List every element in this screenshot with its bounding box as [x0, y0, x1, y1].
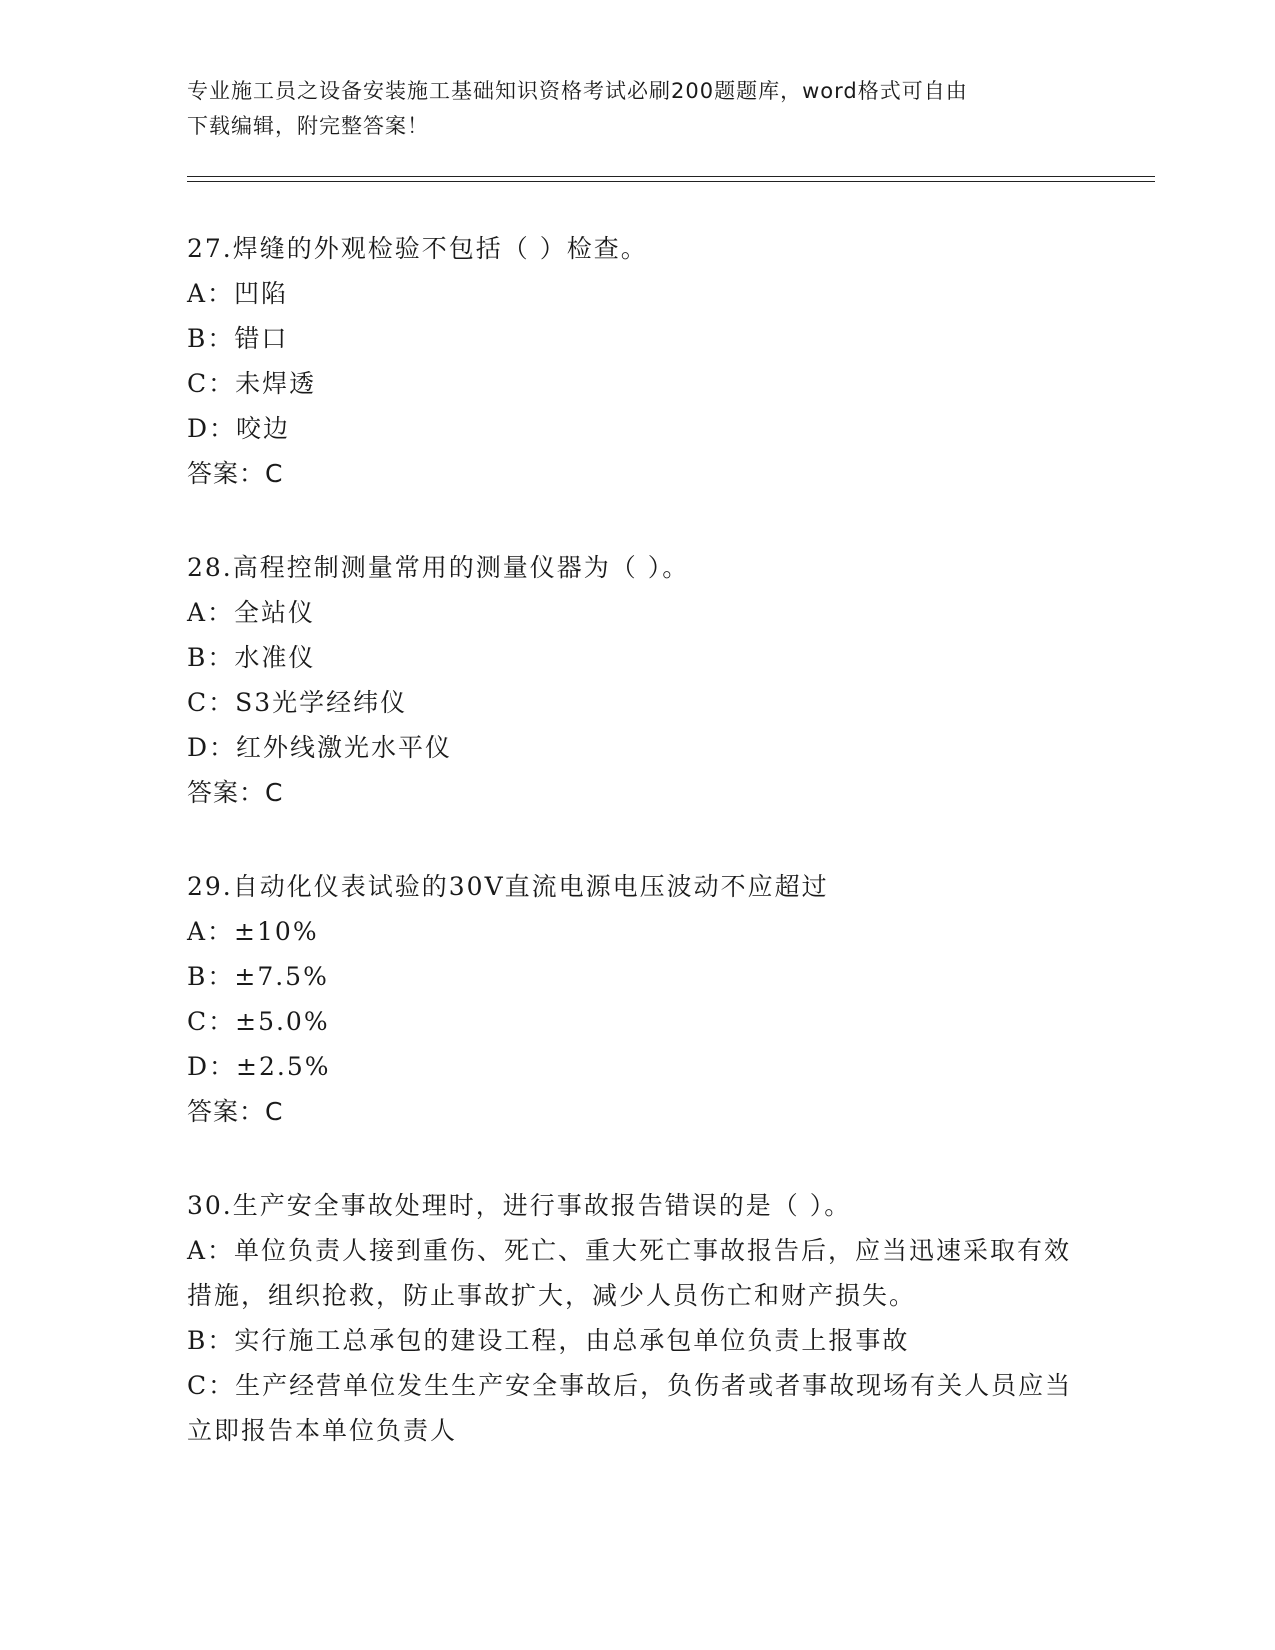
question-28 — [187, 545, 1087, 815]
answer-line: 答案：C — [187, 459, 284, 488]
option-c: C：S3光学经纬仪 — [187, 688, 408, 717]
question-stem: 30.生产安全事故处理时，进行事故报告错误的是（ ）。 — [187, 1191, 852, 1220]
option-b: B：错口 — [187, 324, 289, 353]
option-a: A：全站仪 — [187, 598, 316, 627]
header-divider-bottom — [187, 181, 1155, 182]
option-a: A：±10% — [187, 917, 319, 946]
header-line-1: 专业施工员之设备安装施工基础知识资格考试必刷200题题库，word格式可自由 — [187, 79, 968, 103]
option-b: B：水准仪 — [187, 643, 316, 672]
option-b: B：实行施工总承包的建设工程，由总承包单位负责上报事故 — [187, 1326, 910, 1355]
option-d: D：红外线激光水平仪 — [187, 733, 453, 762]
option-d: D：咬边 — [187, 414, 291, 443]
header-line-2: 下载编辑，附完整答案！ — [187, 114, 429, 138]
question-30 — [187, 1183, 1087, 1453]
question-29 — [187, 864, 1087, 1134]
document-header — [187, 74, 1067, 144]
option-b: B：±7.5% — [187, 962, 329, 991]
option-a: A：单位负责人接到重伤、死亡、重大死亡事故报告后，应当迅速采取有效措施，组织抢救，防止事故扩大，减少人员伤亡和财产损失。 — [187, 1236, 1072, 1310]
header-divider-top — [187, 176, 1155, 177]
option-c: C：未焊透 — [187, 369, 317, 398]
question-stem: 28.高程控制测量常用的测量仪器为（ ）。 — [187, 553, 690, 582]
option-d: D：±2.5% — [187, 1052, 331, 1081]
answer-line: 答案：C — [187, 1097, 284, 1126]
question-stem: 29.自动化仪表试验的30V直流电源电压波动不应超过 — [187, 872, 829, 901]
option-c: C：±5.0% — [187, 1007, 330, 1036]
option-a: A：凹陷 — [187, 279, 289, 308]
answer-line: 答案：C — [187, 778, 284, 807]
question-stem: 27.焊缝的外观检验不包括（ ）检查。 — [187, 234, 648, 263]
option-c: C：生产经营单位发生生产安全事故后，负伤者或者事故现场有关人员应当立即报告本单位负责人 — [187, 1371, 1073, 1445]
question-27 — [187, 226, 1087, 496]
